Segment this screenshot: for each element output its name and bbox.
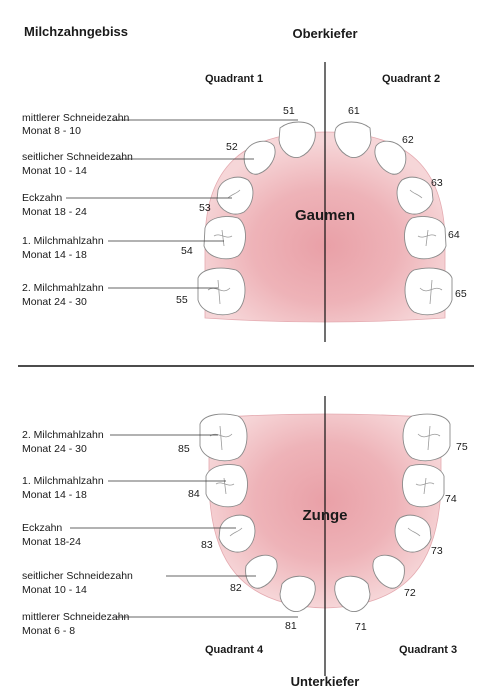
label-lower-central-incisor: mittlerer Schneidezahn — [22, 611, 130, 623]
tooth-63 — [397, 177, 433, 214]
tongue-label: Zunge — [302, 507, 348, 524]
tooth-83 — [219, 515, 255, 552]
quadrant-2-label: Quadrant 2 — [382, 73, 441, 85]
label-upper-central-incisor: mittlerer Schneidezahn — [22, 112, 130, 124]
tooth-53 — [217, 177, 253, 214]
tooth-54 — [204, 216, 246, 258]
age-lower-canine: Monat 18-24 — [22, 536, 81, 548]
num-53: 53 — [199, 202, 211, 214]
tooth-55 — [198, 268, 245, 315]
num-55: 55 — [176, 294, 188, 306]
palate-label: Gaumen — [294, 207, 356, 224]
label-lower-canine: Eckzahn — [22, 522, 63, 534]
num-64: 64 — [448, 229, 460, 241]
label-upper-first-molar: 1. Milchmahlzahn — [22, 235, 104, 247]
quadrant-4-label: Quadrant 4 — [205, 644, 264, 656]
num-73: 73 — [431, 545, 443, 557]
num-81: 81 — [285, 620, 297, 632]
num-74: 74 — [445, 493, 457, 505]
quadrant-1-label: Quadrant 1 — [205, 73, 264, 85]
num-52: 52 — [226, 141, 238, 153]
age-upper-canine: Monat 18 - 24 — [22, 206, 87, 218]
label-upper-lateral-incisor: seitlicher Schneidezahn — [22, 151, 133, 163]
num-62: 62 — [402, 134, 414, 146]
num-54: 54 — [181, 245, 193, 257]
label-lower-lateral-incisor: seitlicher Schneidezahn — [22, 570, 133, 582]
tooth-73 — [395, 515, 431, 552]
lower-jaw-heading: Unterkiefer — [290, 674, 360, 689]
upper-jaw-heading: Oberkiefer — [292, 26, 358, 41]
num-65: 65 — [455, 288, 467, 300]
num-82: 82 — [230, 582, 242, 594]
age-upper-second-molar: Monat 24 - 30 — [22, 296, 87, 308]
tooth-65 — [405, 268, 452, 315]
quadrant-3-label: Quadrant 3 — [399, 644, 458, 656]
label-lower-second-molar: 2. Milchmahlzahn — [22, 429, 104, 441]
num-84: 84 — [188, 488, 200, 500]
label-upper-canine: Eckzahn — [22, 192, 63, 204]
tooth-84 — [206, 464, 248, 506]
num-75: 75 — [456, 441, 468, 453]
num-83: 83 — [201, 539, 213, 551]
label-lower-first-molar: 1. Milchmahlzahn — [22, 475, 104, 487]
age-lower-central-incisor: Monat 6 - 8 — [22, 625, 76, 637]
diagram-title: Milchzahngebiss — [24, 24, 129, 39]
tooth-75 — [403, 414, 450, 461]
tooth-74 — [403, 464, 445, 506]
label-upper-second-molar: 2. Milchmahlzahn — [22, 282, 104, 294]
age-lower-lateral-incisor: Monat 10 - 14 — [22, 584, 87, 596]
age-lower-first-molar: Monat 14 - 18 — [22, 489, 87, 501]
age-lower-second-molar: Monat 24 - 30 — [22, 443, 87, 455]
num-72: 72 — [404, 587, 416, 599]
num-61: 61 — [348, 105, 360, 117]
tooth-85 — [200, 414, 247, 461]
age-upper-lateral-incisor: Monat 10 - 14 — [22, 165, 87, 177]
age-upper-first-molar: Monat 14 - 18 — [22, 249, 87, 261]
tooth-64 — [405, 216, 447, 258]
age-upper-central-incisor: Monat 8 - 10 — [22, 125, 81, 137]
num-63: 63 — [431, 177, 443, 189]
num-85: 85 — [178, 443, 190, 455]
num-71: 71 — [355, 621, 367, 633]
num-51: 51 — [283, 105, 295, 117]
